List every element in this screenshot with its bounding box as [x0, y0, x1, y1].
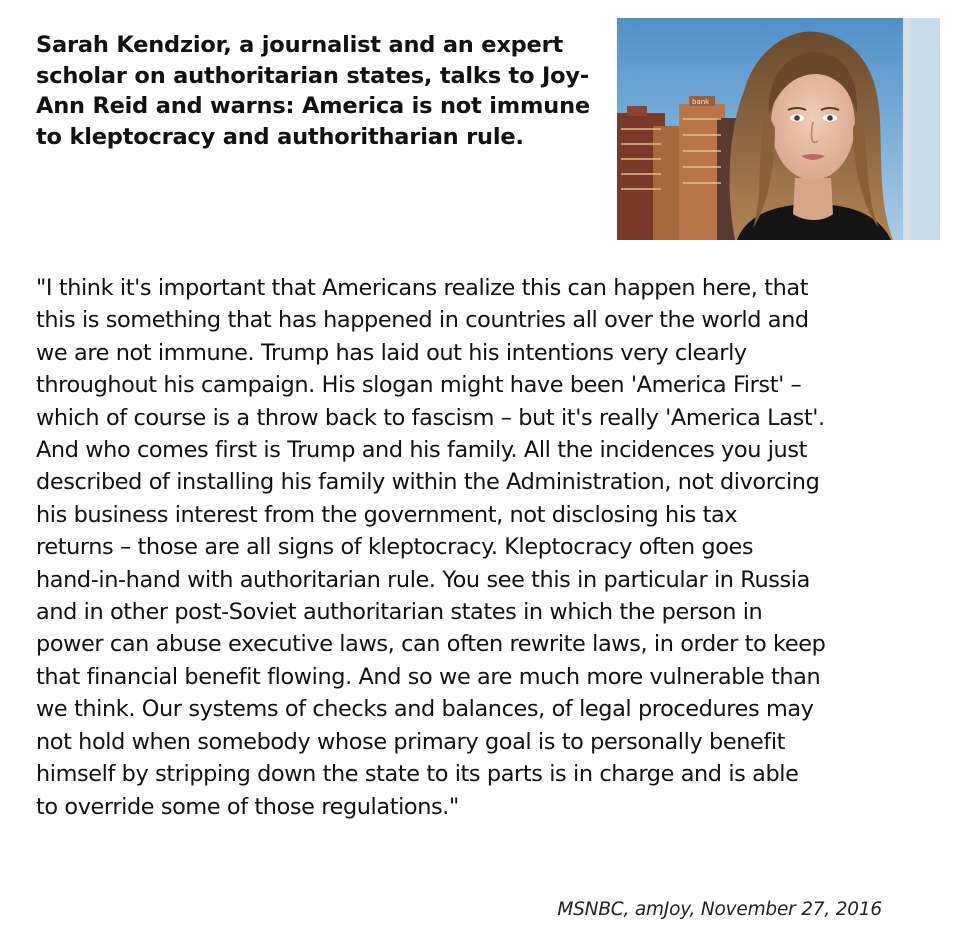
quote-line: returns – those are all signs of kleptocracy. Kleptocracy often goes — [36, 534, 754, 561]
headline: Sarah Kendzior, a journalist and an expert scholar on authoritarian states, talks to Joy-Ann Reid and warns: America is not immune to kleptocracy and authoritharian rule. — [36, 32, 590, 150]
source-attribution: MSNBC, amJoy, November 27, 2016 — [557, 899, 882, 920]
quote-line: and in other post-Soviet authoritarian states in which the person in — [36, 599, 763, 626]
quote-line: to override some of those regulations." — [36, 793, 459, 820]
quote-line: this is something that has happened in countries all over the world and — [36, 307, 809, 334]
quote-line: "I think it's important that Americans realize this can happen here, that — [36, 275, 809, 301]
quote-line: we think. Our systems of checks and balances, of legal procedures may — [36, 696, 814, 723]
photo-sarah-kendzior — [617, 18, 940, 240]
quote-line: power can abuse executive laws, can often rewrite laws, in order to keep — [36, 631, 826, 658]
quote-line: his business interest from the government, not disclosing his tax — [36, 501, 738, 528]
quote-line: throughout his campaign. His slogan might have been 'America First' – — [36, 372, 802, 399]
quote-line: not hold when somebody whose primary goal is to personally benefit — [36, 728, 786, 755]
quote-line: that financial benefit flowing. And so we are much more vulnerable than — [36, 663, 821, 690]
quote-line: described of installing his family within the Administration, not divorcing — [36, 469, 820, 496]
quote-line: himself by stripping down the state to its parts is in charge and is able — [36, 761, 799, 788]
quote-line: we are not immune. Trump has laid out his intentions very clearly — [36, 339, 747, 366]
portrait-illustration — [617, 18, 940, 240]
quote-text — [36, 272, 941, 823]
quote-line: And who comes first is Trump and his family. All the incidences you just — [36, 437, 807, 464]
building-sign: bank — [692, 98, 710, 106]
quote-line: which of course is a throw back to fascism – but it's really 'America Last'. — [36, 404, 825, 431]
quote-line: hand-in-hand with authoritarian rule. You see this in particular in Russia — [36, 566, 810, 593]
